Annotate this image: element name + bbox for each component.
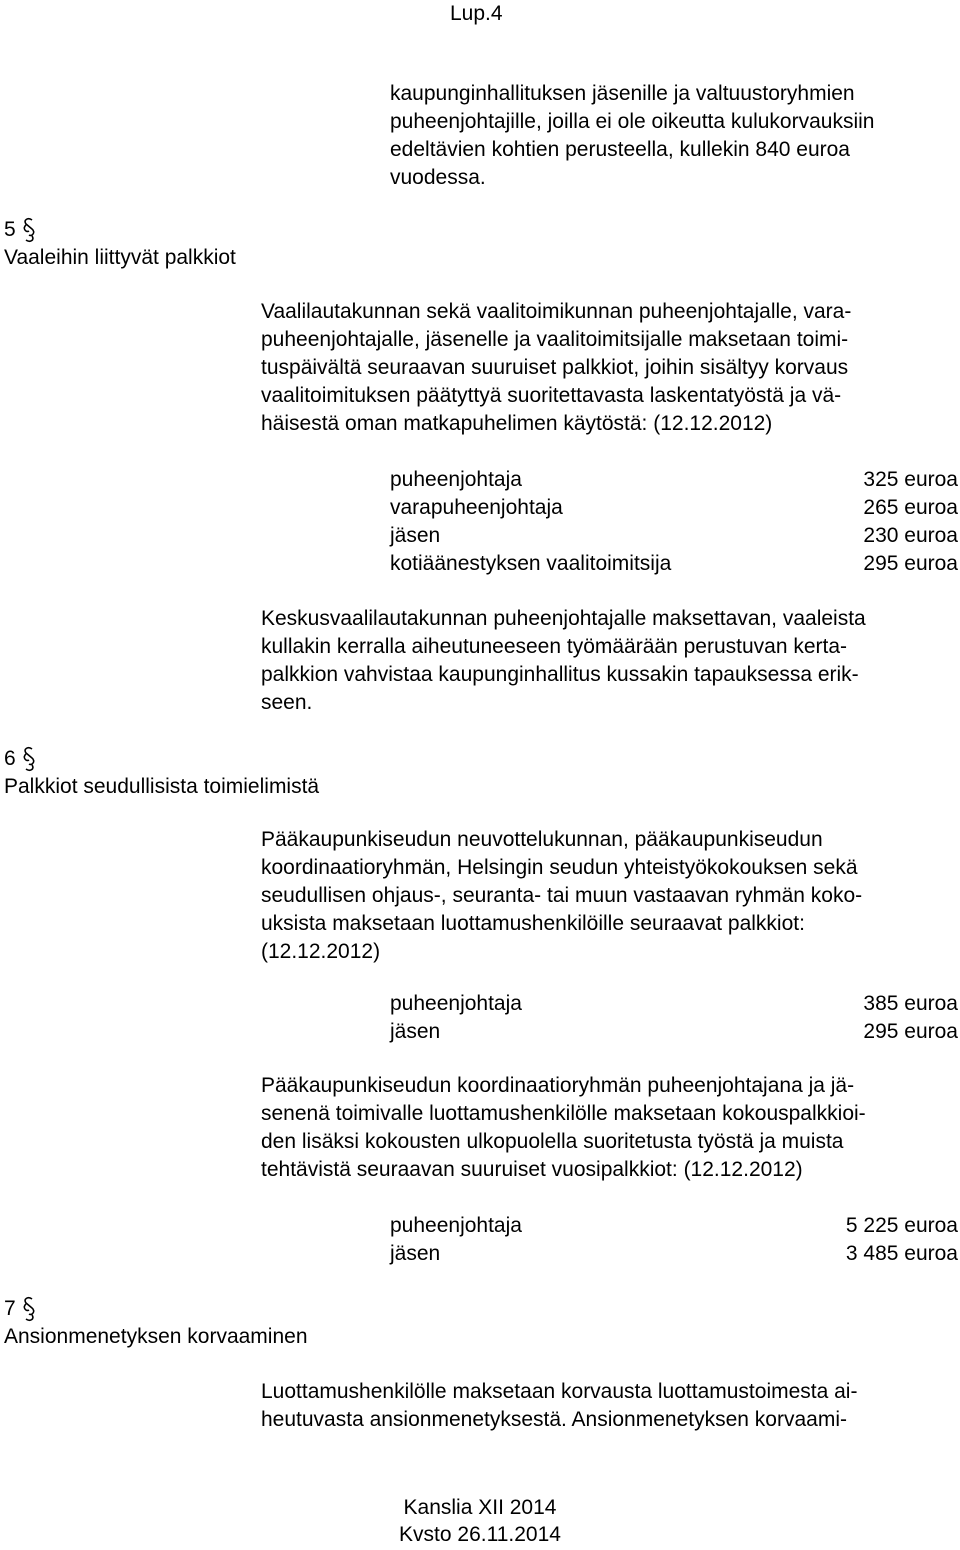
- section-number: 6: [4, 747, 16, 770]
- fee-amount: 325 euroa: [863, 468, 958, 491]
- section-sign-icon: [22, 746, 36, 772]
- fee-amount: 5 225 euroa: [845, 1214, 958, 1237]
- section-7-paragraph-1: Luottamushenkilölle maksetaan korvausta luottamustoimesta ai- heutuvasta ansionmenetyksestä. Ansionmenetyksen korvaami-: [261, 1380, 858, 1431]
- footer-office: Kanslia XII 2014: [403, 1496, 557, 1519]
- fee-row: [390, 1240, 958, 1268]
- fee-table-section-6: [390, 990, 958, 1046]
- fee-row: [390, 494, 958, 522]
- section-title: Vaaleihin liittyvät palkkiot: [4, 246, 236, 269]
- section-5-paragraph-1: Vaalilautakunnan sekä vaalitoimikunnan puheenjohtajalle, vara- puheenjohtajalle, jäsenelle ja vaalitoimitsijalle maksetaan toimi- tuspäivältä seuraavan suuruiset palkkiot, joihin sisältyy korvaus vaalitoimituksen päätyttyä suoritettavasta laskentatyöstä ja vä- häisestä oman matkapuhelimen käytöstä: (12.12.2012): [261, 300, 852, 435]
- fee-role: varapuheenjohtaja: [390, 496, 563, 519]
- fee-role: kotiäänestyksen vaalitoimitsija: [390, 552, 672, 575]
- section-5-paragraph-2: Keskusvaalilautakunnan puheenjohtajalle maksettavan, vaaleista kullakin kerralla aiheutuneeseen työmäärään perustuvan kerta- palkkion vahvistaa kaupunginhallitus kussakin tapauksessa erik- seen.: [261, 607, 866, 714]
- section-title: Palkkiot seudullisista toimielimistä: [4, 775, 320, 798]
- section-sign-icon: [22, 1296, 36, 1322]
- section-heading-6: [4, 745, 319, 801]
- intro-paragraph: kaupunginhallituksen jäsenille ja valtuustoryhmien puheenjohtajille, joilla ei ole oikeutta kulukorvauksiin edeltävien kohtien perusteella, kullekin 840 euroa vuodessa.: [390, 82, 875, 189]
- fee-role: puheenjohtaja: [390, 468, 522, 491]
- fee-row: [390, 1018, 958, 1046]
- fee-row: [390, 990, 958, 1018]
- fee-amount: 265 euroa: [863, 496, 958, 519]
- page-label: Lup.4: [450, 2, 503, 25]
- fee-row: [390, 550, 958, 578]
- fee-amount: 295 euroa: [863, 1020, 958, 1043]
- fee-amount: 3 485 euroa: [845, 1242, 958, 1265]
- fee-row: [390, 522, 958, 550]
- footer-date: Kvsto 26.11.2014: [399, 1523, 561, 1546]
- fee-role: jäsen: [390, 524, 441, 547]
- fee-amount: 230 euroa: [863, 524, 958, 547]
- fee-role: jäsen: [390, 1242, 441, 1265]
- annual-fee-table-section-6: [390, 1212, 958, 1268]
- fee-amount: 295 euroa: [863, 552, 958, 575]
- fee-row: [390, 1212, 958, 1240]
- section-number: 7: [4, 1297, 16, 1320]
- section-sign-icon: [22, 217, 36, 243]
- section-heading-7: [4, 1295, 308, 1351]
- section-6-paragraph-2: Pääkaupunkiseudun koordinaatioryhmän puheenjohtajana ja jä- senenä toimivalle luottamushenkilölle maksetaan kokouspalkkioi- den lisäksi kokousten ulkopuolella suoritetusta työstä ja muista tehtävistä seuraavan suuruiset vuosipalkkiot: (12.12.2012): [261, 1074, 866, 1181]
- section-heading-5: [4, 216, 236, 272]
- section-6-paragraph-1: Pääkaupunkiseudun neuvottelukunnan, pääkaupunkiseudun koordinaatioryhmän, Helsingin seudun yhteistyökokouksen sekä seudullisen ohjaus-, seuranta- tai muun vastaavan ryhmän koko- uksista maksetaan luottamushenkilöille seuraavat palkkiot: (12.12.2012): [261, 828, 863, 963]
- fee-row: [390, 466, 958, 494]
- fee-role: jäsen: [390, 1020, 441, 1043]
- section-title: Ansionmenetyksen korvaaminen: [4, 1325, 308, 1348]
- fee-role: puheenjohtaja: [390, 992, 522, 1015]
- section-number: 5: [4, 218, 16, 241]
- fee-role: puheenjohtaja: [390, 1214, 522, 1237]
- fee-table-section-5: [390, 466, 958, 578]
- fee-amount: 385 euroa: [863, 992, 958, 1015]
